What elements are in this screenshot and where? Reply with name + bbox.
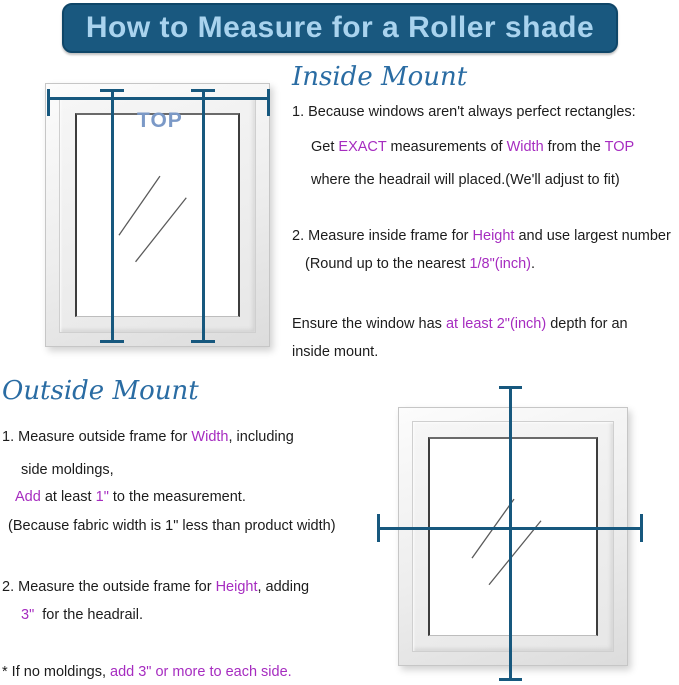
text-segment: Ensure the window has (292, 316, 446, 332)
highlighted-text: 1" (95, 489, 109, 505)
outside-mount-window-illustration (398, 407, 628, 666)
measure-cap (100, 340, 124, 343)
text-segment: 2. Measure inside frame for (292, 228, 473, 244)
measure-cap (377, 514, 380, 542)
text-segment: , adding (257, 579, 310, 595)
measure-cap (499, 386, 522, 389)
window-outer-frame (398, 407, 628, 666)
window-inner-frame (412, 421, 614, 652)
window-glass (428, 437, 598, 636)
height-measure-line (509, 387, 512, 681)
outside-mount-heading: Outside Mount (2, 376, 199, 406)
text-segment: . (531, 256, 536, 272)
text-line (2, 663, 387, 682)
inside-mount-instructions (292, 103, 678, 362)
width-measure-line (48, 97, 270, 100)
text-segment: to the measurement. (108, 489, 246, 505)
text-line (2, 428, 387, 447)
width-measure-cap-left (47, 89, 50, 116)
height-measure-line-left (111, 90, 114, 343)
text-segment: 1. Because windows aren't always perfect rectangles: (292, 104, 636, 120)
text-line (292, 227, 678, 246)
text-segment: for the headrail. (34, 607, 144, 623)
text-segment: (Round up to the nearest (305, 256, 470, 272)
highlighted-text: Add (15, 489, 41, 505)
inside-mount-heading: Inside Mount (292, 62, 468, 92)
text-segment: where the headrail will placed.(We'll adjust to fit) (311, 172, 620, 188)
text-line (2, 488, 387, 507)
glass-reflection-lines (77, 115, 238, 316)
text-line (2, 461, 387, 480)
width-measure-cap-right (267, 89, 270, 116)
text-segment: 1. Measure outside frame for (2, 429, 192, 445)
text-line (292, 171, 678, 190)
highlighted-text: Height (215, 579, 258, 595)
window-glass (75, 113, 240, 317)
text-segment: side moldings, (21, 462, 114, 478)
highlighted-text: at least 2"(inch) (445, 316, 547, 332)
title-banner (62, 3, 618, 53)
text-segment: depth for an (546, 316, 628, 332)
text-line (2, 606, 387, 625)
highlighted-text: Width (191, 429, 229, 445)
text-segment: and use largest number (514, 228, 671, 244)
text-segment: measurements of (386, 139, 507, 155)
text-segment: Get (311, 139, 339, 155)
text-line (2, 517, 387, 536)
highlighted-text: Width (506, 139, 544, 155)
text-segment: (Because fabric width is 1" less than product width) (8, 518, 336, 534)
outside-mount-instructions (2, 428, 387, 682)
text-segment: at least (40, 489, 96, 505)
text-segment: inside mount. (292, 344, 379, 360)
glass-reflection-lines (430, 439, 596, 635)
highlighted-text: 1/8"(inch) (469, 256, 532, 272)
text-segment: , including (228, 429, 294, 445)
text-line (292, 343, 678, 362)
height-measure-line-right (202, 90, 205, 343)
measure-cap (499, 678, 522, 681)
measure-cap (640, 514, 643, 542)
highlighted-text: add 3" or more to each side. (110, 664, 292, 680)
highlighted-text: EXACT (338, 139, 387, 155)
measure-cap (191, 89, 215, 92)
text-line (2, 578, 387, 597)
text-segment: * If no moldings, (2, 664, 110, 680)
measure-cap (191, 340, 215, 343)
top-label: TOP (137, 109, 183, 132)
highlighted-text: Height (472, 228, 515, 244)
measure-cap (100, 89, 124, 92)
page-title: How to Measure for a Roller shade (85, 11, 595, 44)
highlighted-text: TOP (604, 139, 635, 155)
text-segment: 2. Measure the outside frame for (2, 579, 216, 595)
highlighted-text: 3" (21, 607, 35, 623)
text-segment: from the (543, 139, 605, 155)
text-line (292, 103, 678, 122)
width-measure-line (378, 527, 642, 530)
text-line (292, 138, 678, 157)
text-line (292, 255, 678, 274)
text-line (292, 315, 678, 334)
